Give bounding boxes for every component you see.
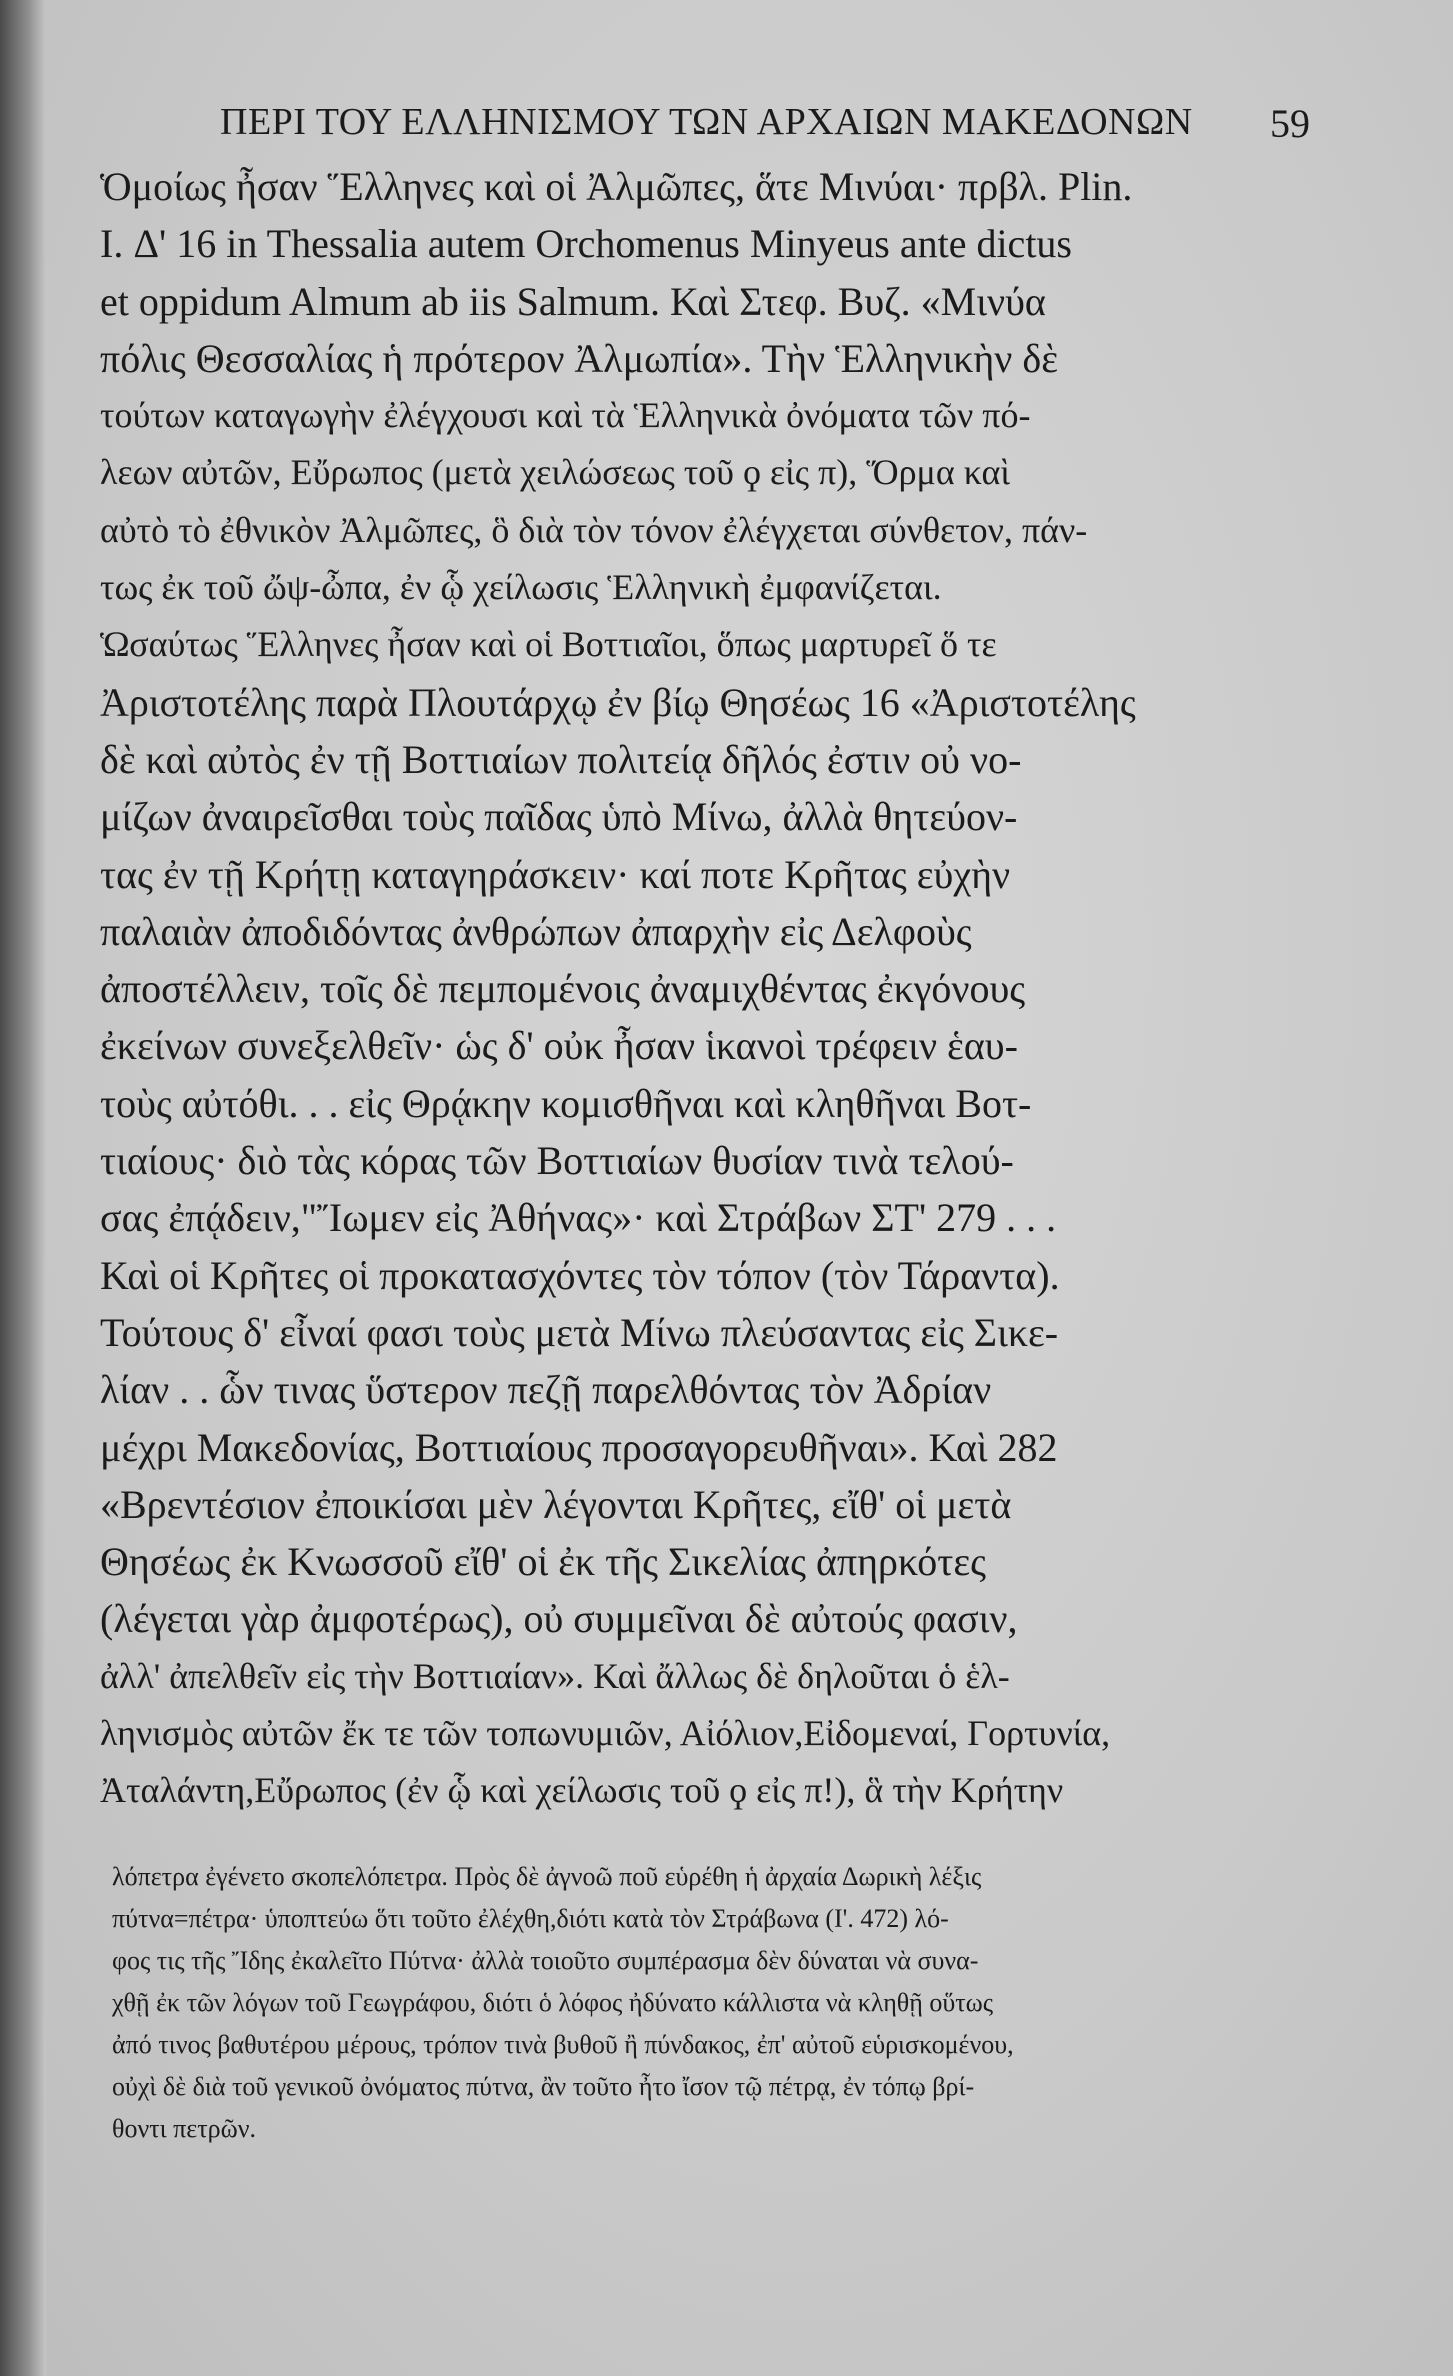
text-line: Ἀταλάντη,Εὔρωπος (ἐν ᾧ καὶ χείλωσις τοῦ ϙ εἰς π!), ἃ τὴν Κρήτην	[100, 1770, 1064, 1811]
footnote-line: οὐχὶ δὲ διὰ τοῦ γενικοῦ ὀνόματος πύτνα, ἂν τοῦτο ἦτο ἴσον τῷ πέτρᾳ, ἐν τόπῳ βρί-	[112, 2072, 975, 2101]
text-line: (λέγεται γὰρ ἀμφοτέρως), οὐ συμμεῖναι δὲ αὐτούς φασιν,	[100, 1596, 1018, 1642]
text-line: τιαίους· διὸ τὰς κόρας τῶν Βοττιαίων θυσίαν τινὰ τελού-	[100, 1138, 1014, 1184]
text-line: et oppidum Almum ab iis Salmum. Καὶ Στεφ. Βυζ. «Μινύα	[100, 278, 1046, 324]
footnote-line: θοντι πετρῶν.	[112, 2114, 256, 2143]
text-line: μίζων ἀναιρεῖσθαι τοὺς παῖδας ὑπὸ Μίνω, ἀλλὰ θητεύον-	[100, 794, 1018, 840]
text-line: Θησέως ἐκ Κνωσσοῦ εἴθ' οἱ ἐκ τῆς Σικελίας ἀπηρκότες	[100, 1539, 986, 1585]
page-number: 59	[1270, 101, 1310, 146]
text-line: πόλις Θεσσαλίας ἡ πρότερον Ἀλμωπία». Τὴν Ἑλληνικὴν δὲ	[100, 335, 1059, 381]
text-line: ληνισμὸς αὐτῶν ἔκ τε τῶν τοπωνυμιῶν, Αἰόλιον,Εἰδομεναί, Γορτυνία,	[100, 1713, 1111, 1754]
text-line: λεων αὐτῶν, Εὔρωπος (μετὰ χειλώσεως τοῦ ϙ εἰς π), Ὅρμα καὶ	[100, 452, 1011, 493]
footnote-line: φος τις τῆς Ἴδης ἐκαλεῖτο Πύτνα· ἀλλὰ τοιοῦτο συμπέρασμα δὲν δύναται νὰ συνα-	[112, 1946, 979, 1975]
running-head: ΠΕΡΙ ΤΟΥ ΕΛΛΗΝΙΣΜΟΥ ΤΩΝ ΑΡΧΑΙΩΝ ΜΑΚΕΔΟΝΩΝ	[220, 101, 1193, 143]
text-line: Ἀριστοτέλης παρὰ Πλουτάρχῳ ἐν βίῳ Θησέως 16 «Ἀριστοτέλης	[100, 679, 1136, 725]
footnote-line: πύτνα=πέτρα· ὑποπτεύω ὅτι τοῦτο ἐλέχθη,διότι κατὰ τὸν Στράβωνα (Ι'. 472) λό-	[112, 1904, 949, 1933]
text-line: Καὶ οἱ Κρῆτες οἱ προκατασχόντες τὸν τόπον (τὸν Τάραντα).	[100, 1252, 1060, 1298]
main-text	[100, 158, 1315, 1820]
text-line: τούτων καταγωγὴν ἐλέγχουσι καὶ τὰ Ἑλληνικὰ ὀνόματα τῶν πό-	[100, 395, 1031, 436]
text-line: ἐκείνων συνεξελθεῖν· ὡς δ' οὐκ ἦσαν ἱκανοὶ τρέφειν ἑαυ-	[100, 1023, 1018, 1069]
text-line: αὐτὸ τὸ ἐθνικὸν Ἀλμῶπες, ὃ διὰ τὸν τόνον ἐλέγχεται σύνθετον, πάν-	[100, 509, 1088, 550]
text-line: ἀλλ' ἀπελθεῖν εἰς τὴν Βοττιαίαν». Καὶ ἄλλως δὲ δηλοῦται ὁ ἑλ-	[100, 1655, 1010, 1696]
text-line: τως ἐκ τοῦ ὤψ-ὦπα, ἐν ᾧ χείλωσις Ἑλληνικὴ ἐμφανίζεται.	[100, 567, 942, 608]
text-line: λίαν . . ὧν τινας ὕστερον πεζῇ παρελθόντας τὸν Ἀδρίαν	[100, 1367, 992, 1413]
text-line: τοὺς αὐτόθι. . . εἰς Θρᾴκην κομισθῆναι καὶ κληθῆναι Βοτ-	[100, 1080, 1032, 1126]
text-line: σας ἐπᾴδειν,"Ἴωμεν εἰς Ἀθήνας»· καὶ Στράβων ΣΤ' 279 . . .	[100, 1195, 1057, 1241]
text-line: τας ἐν τῇ Κρήτῃ καταγηράσκειν· καί ποτε Κρῆτας εὐχὴν	[100, 851, 1011, 897]
text-line: Ὁμοίως ἦσαν Ἕλληνες καὶ οἱ Ἀλμῶπες, ἅτε Μινύαι· πρβλ. Plin.	[100, 164, 1133, 209]
text-line: Τούτους δ' εἶναί φασι τοὺς μετὰ Μίνω πλεύσαντας εἰς Σικε-	[100, 1309, 1059, 1355]
footnote-line: χθῇ ἐκ τῶν λόγων τοῦ Γεωγράφου, διότι ὁ λόφος ἠδύνατο κάλλιστα νὰ κληθῇ οὕτως	[112, 1988, 994, 2017]
text-line: δὲ καὶ αὐτὸς ἐν τῇ Βοττιαίων πολιτείᾳ δῆλός ἐστιν οὐ νο-	[100, 736, 1022, 782]
text-line: παλαιὰν ἀποδιδόντας ἀνθρώπων ἀπαρχὴν εἰς Δελφοὺς	[100, 908, 972, 954]
text-line: I. Δ' 16 in Thessalia autem Orchomenus Minyeus ante dictus	[100, 221, 1072, 267]
text-line: ἀποστέλλειν, τοῖς δὲ πεμπομένοις ἀναμιχθέντας ἐκγόνους	[100, 966, 1026, 1012]
text-line: μέχρι Μακεδονίας, Βοττιαίους προσαγορευθῆναι». Καὶ 282	[100, 1424, 1058, 1470]
footnote	[112, 1856, 1302, 2150]
text-line: «Βρεντέσιον ἐποικίσαι μὲν λέγονται Κρῆτες, εἴθ' οἱ μετὰ	[100, 1481, 1012, 1527]
footnote-line: λόπετρα ἐγένετο σκοπελόπετρα. Πρὸς δὲ ἀγνοῶ ποῦ εὑρέθη ἡ ἀρχαία Δωρικὴ λέξις	[112, 1862, 982, 1891]
binding-gutter	[0, 0, 46, 2376]
footnote-line: ἀπό τινος βαθυτέρου μέρους, τρόπον τινὰ βυθοῦ ἢ πύνδακος, ἐπ' αὐτοῦ εὑρισκομένου,	[112, 2030, 1014, 2059]
text-line: Ὡσαύτως Ἕλληνες ἦσαν καὶ οἱ Βοττιαῖοι, ὅπως μαρτυρεῖ ὅ τε	[100, 624, 997, 665]
page-header	[220, 100, 1310, 160]
